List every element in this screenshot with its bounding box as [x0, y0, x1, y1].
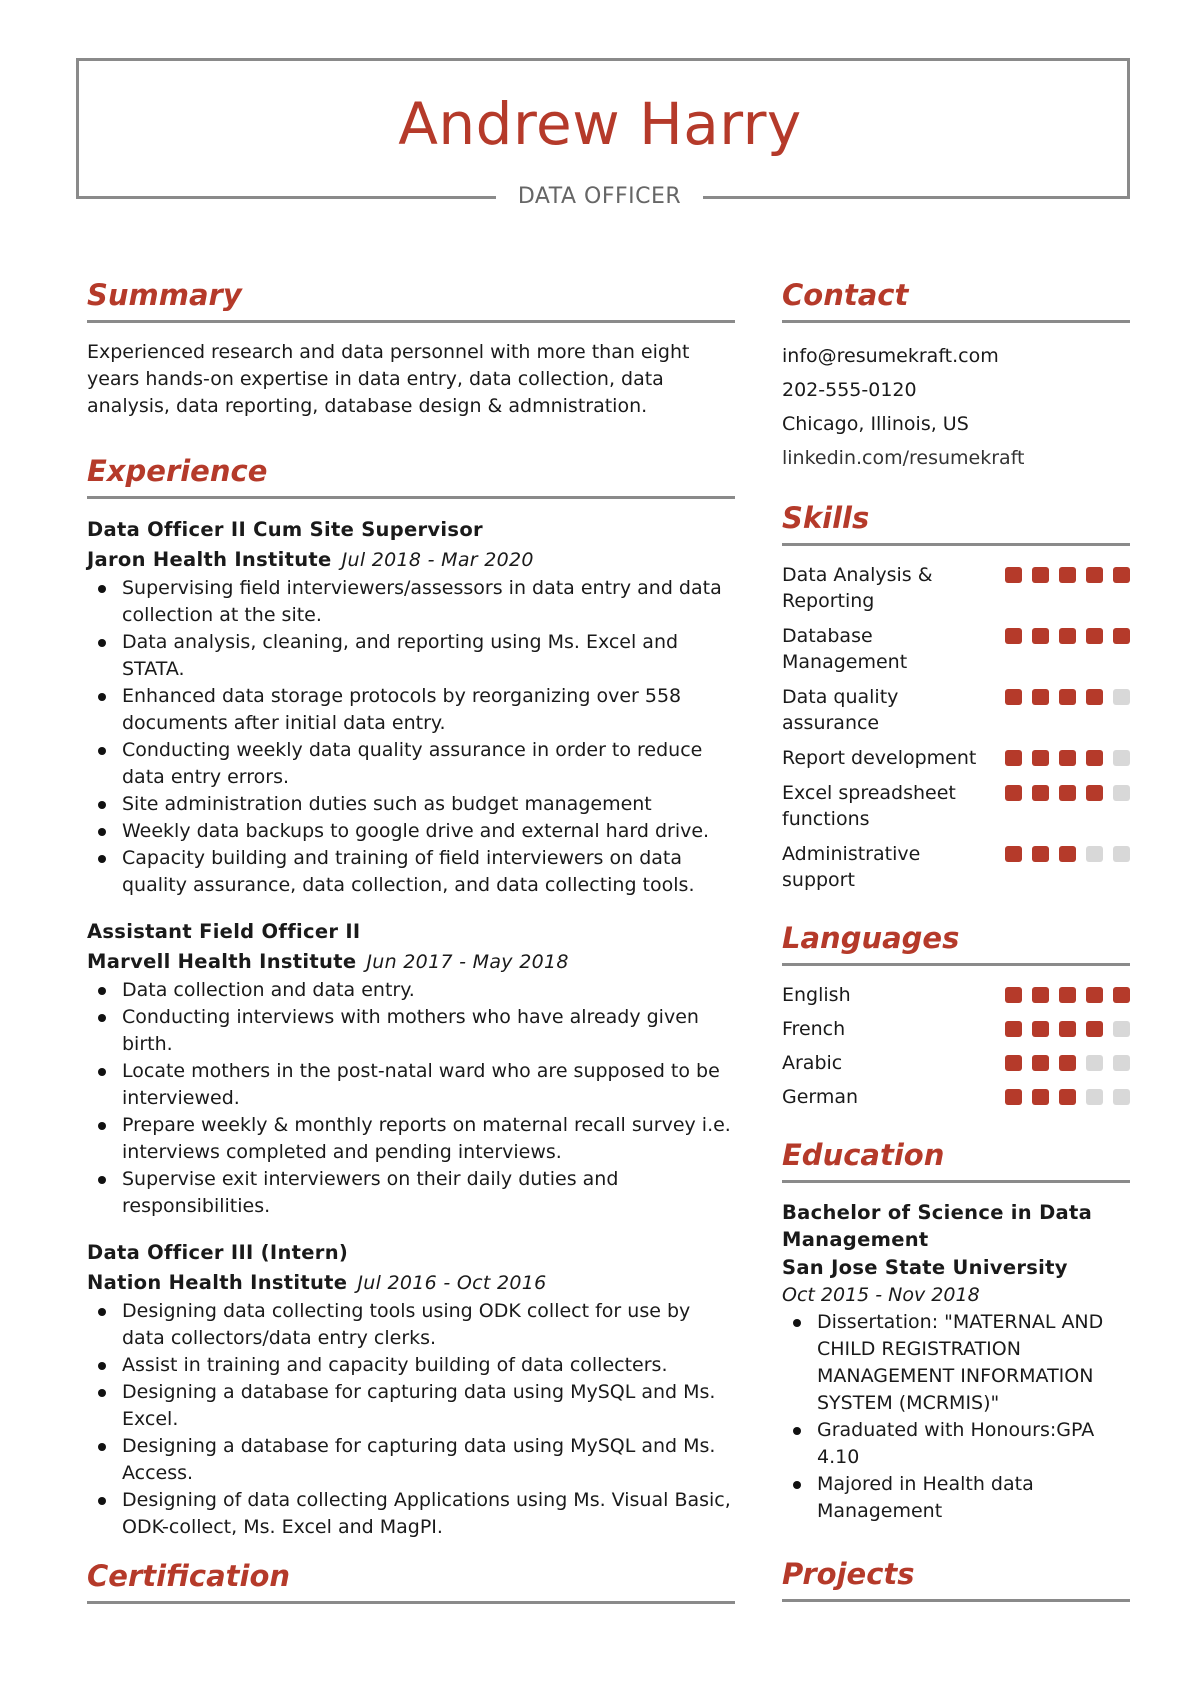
job-bullet: Enhanced data storage protocols by reorganizing over 558 documents after initial data entry. [87, 683, 735, 737]
rating-dot-filled [1059, 1021, 1076, 1037]
rating-dot-filled [1005, 785, 1022, 801]
contact-heading: Contact [782, 278, 1130, 323]
rating-dot-empty [1113, 785, 1130, 801]
education-degree: Bachelor of Science in Data Management [782, 1201, 1093, 1251]
rating-dot-empty [1086, 1055, 1103, 1071]
skills-list [782, 562, 1130, 893]
projects-heading: Projects [782, 1557, 1130, 1602]
job-bullet: Designing data collecting tools using ODK collect for use by data collectors/data entry clerks. [87, 1298, 735, 1352]
rating-dot-filled [1059, 785, 1076, 801]
rating-dot-filled [1032, 1021, 1049, 1037]
job-title: Assistant Field Officer II [87, 920, 361, 943]
education-bullet: Majored in Health data Management [782, 1471, 1130, 1525]
language-item-rating [1005, 1016, 1130, 1037]
summary-text: Experienced research and data personnel with more than eight years hands-on expertise in data entry, data collection, data analysis, data reporting, database design & admnistration. [87, 341, 690, 417]
skill-item-rating [1005, 562, 1130, 583]
rating-dot-empty [1113, 1021, 1130, 1037]
contact-location: Chicago, Illinois, US [782, 413, 969, 435]
job-bullet: Data collection and data entry. [87, 977, 735, 1004]
job-title: Data Officer II Cum Site Supervisor [87, 518, 483, 541]
language-item-label: English [782, 984, 851, 1006]
experience-entry [87, 917, 735, 1220]
language-item [782, 1084, 1130, 1110]
candidate-name: Andrew Harry [398, 90, 802, 158]
language-item-label: German [782, 1086, 859, 1108]
job-bullet: Data analysis, cleaning, and reporting using Ms. Excel and STATA. [87, 629, 735, 683]
rating-dot-empty [1113, 846, 1130, 862]
education-entry [782, 1199, 1130, 1525]
skills-heading: Skills [782, 501, 1130, 546]
rating-dot-filled [1032, 750, 1049, 766]
side-column [782, 278, 1130, 1618]
rating-dot-filled [1059, 628, 1076, 644]
education-heading: Education [782, 1138, 1130, 1183]
certification-heading: Certification [87, 1559, 735, 1604]
experience-entry [87, 515, 735, 899]
rating-dot-filled [1032, 785, 1049, 801]
job-title: Data Officer III (Intern) [87, 1241, 349, 1264]
job-bullet: Designing a database for capturing data using MySQL and Ms. Access. [87, 1433, 735, 1487]
rating-dot-filled [1086, 689, 1103, 705]
rating-dot-filled [1113, 628, 1130, 644]
language-item-label: Arabic [782, 1052, 843, 1074]
education-bullet: Dissertation: "MATERNAL AND CHILD REGISTRATION MANAGEMENT INFORMATION SYSTEM (MCRMIS)" [782, 1309, 1130, 1417]
rating-dot-filled [1005, 987, 1022, 1003]
job-dates: Jul 2016 - Oct 2016 [357, 1272, 547, 1294]
contact-block [782, 339, 1130, 475]
skill-item-label: Report development [782, 747, 977, 769]
job-bullet: Supervise exit interviewers on their daily duties and responsibilities. [87, 1166, 735, 1220]
rating-dot-filled [1113, 987, 1130, 1003]
language-item [782, 1016, 1130, 1042]
contact-email[interactable]: info@resumekraft.com [782, 345, 999, 367]
rating-dot-filled [1059, 750, 1076, 766]
rating-dot-filled [1005, 689, 1022, 705]
rating-dot-filled [1032, 689, 1049, 705]
skill-item-label: Data quality assurance [782, 686, 899, 734]
language-item-rating [1005, 982, 1130, 1003]
rating-dot-filled [1059, 1089, 1076, 1105]
job-bullet: Prepare weekly & monthly reports on maternal recall survey i.e. interviews completed and pending interviews. [87, 1112, 735, 1166]
job-bullet: Conducting weekly data quality assurance in order to reduce data entry errors. [87, 737, 735, 791]
rating-dot-empty [1113, 689, 1130, 705]
rating-dot-filled [1005, 1055, 1022, 1071]
job-bullet: Weekly data backups to google drive and external hard drive. [87, 818, 735, 845]
skill-item [782, 562, 1130, 614]
rating-dot-filled [1059, 846, 1076, 862]
education-bullets [782, 1309, 1130, 1525]
rating-dot-filled [1032, 1089, 1049, 1105]
rating-dot-filled [1059, 567, 1076, 583]
rating-dot-filled [1032, 567, 1049, 583]
job-bullets [87, 977, 735, 1220]
job-company: Nation Health Institute [87, 1271, 348, 1294]
job-bullet: Site administration duties such as budget management [87, 791, 735, 818]
experience-list [87, 515, 735, 1541]
skill-item-label: Data Analysis & Reporting [782, 564, 933, 612]
skill-item [782, 684, 1130, 736]
languages-list [782, 982, 1130, 1110]
job-company: Marvell Health Institute [87, 950, 357, 973]
job-dates: Jun 2017 - May 2018 [366, 951, 569, 973]
rating-dot-filled [1086, 750, 1103, 766]
education-bullet: Graduated with Honours:GPA 4.10 [782, 1417, 1130, 1471]
rating-dot-empty [1113, 750, 1130, 766]
rating-dot-filled [1032, 987, 1049, 1003]
summary-heading: Summary [87, 278, 735, 323]
rating-dot-empty [1113, 1089, 1130, 1105]
rating-dot-filled [1113, 567, 1130, 583]
skill-item-rating [1005, 745, 1130, 766]
rating-dot-filled [1032, 628, 1049, 644]
experience-entry [87, 1238, 735, 1541]
skill-item-rating [1005, 623, 1130, 644]
job-company-line [87, 947, 735, 977]
skill-item-rating [1005, 841, 1130, 862]
languages-heading: Languages [782, 921, 1130, 966]
skill-item [782, 841, 1130, 893]
rating-dot-filled [1032, 846, 1049, 862]
job-company: Jaron Health Institute [87, 548, 332, 571]
rating-dot-empty [1086, 1089, 1103, 1105]
rating-dot-filled [1086, 987, 1103, 1003]
job-bullet: Assist in training and capacity building of data collecters. [87, 1352, 735, 1379]
job-bullets [87, 1298, 735, 1541]
contact-linkedin[interactable]: linkedin.com/resumekraft [782, 447, 1025, 469]
language-item-label: French [782, 1018, 846, 1040]
contact-phone: 202-555-0120 [782, 379, 917, 401]
skill-item [782, 780, 1130, 832]
rating-dot-filled [1005, 567, 1022, 583]
rating-dot-filled [1059, 987, 1076, 1003]
skill-item-label: Excel spreadsheet functions [782, 782, 956, 830]
title-divider-left [76, 196, 496, 199]
language-item [782, 982, 1130, 1008]
language-item-rating [1005, 1050, 1130, 1071]
skill-item-label: Administrative support [782, 843, 921, 891]
rating-dot-filled [1059, 1055, 1076, 1071]
rating-dot-filled [1032, 1055, 1049, 1071]
job-company-line [87, 545, 735, 575]
job-bullet: Supervising field interviewers/assessors in data entry and data collection at the site. [87, 575, 735, 629]
rating-dot-filled [1005, 1089, 1022, 1105]
education-dates: Oct 2015 - Nov 2018 [782, 1284, 980, 1306]
education-school: San Jose State University [782, 1256, 1068, 1279]
job-bullet: Conducting interviews with mothers who have already given birth. [87, 1004, 735, 1058]
rating-dot-empty [1086, 846, 1103, 862]
rating-dot-filled [1005, 750, 1022, 766]
job-dates: Jul 2018 - Mar 2020 [341, 549, 534, 571]
experience-heading: Experience [87, 454, 735, 499]
rating-dot-filled [1005, 1021, 1022, 1037]
rating-dot-filled [1059, 689, 1076, 705]
rating-dot-filled [1086, 628, 1103, 644]
skill-item-rating [1005, 780, 1130, 801]
rating-dot-empty [1113, 1055, 1130, 1071]
rating-dot-filled [1086, 1021, 1103, 1037]
skill-item-label: Database Management [782, 625, 908, 673]
job-bullet: Designing a database for capturing data using MySQL and Ms. Excel. [87, 1379, 735, 1433]
main-column [87, 278, 735, 1620]
job-title-subtitle: DATA OFFICER [517, 184, 682, 209]
language-item-rating [1005, 1084, 1130, 1105]
rating-dot-filled [1086, 567, 1103, 583]
rating-dot-filled [1005, 846, 1022, 862]
job-bullet: Capacity building and training of field interviewers on data quality assurance, data collection, and data collecting tools. [87, 845, 735, 899]
skill-item [782, 745, 1130, 771]
job-bullet: Designing of data collecting Applications using Ms. Visual Basic, ODK-collect, Ms. Excel and MagPI. [87, 1487, 735, 1541]
title-divider-right [703, 196, 1130, 199]
language-item [782, 1050, 1130, 1076]
job-bullets [87, 575, 735, 899]
job-company-line [87, 1268, 735, 1298]
rating-dot-filled [1086, 785, 1103, 801]
rating-dot-filled [1005, 628, 1022, 644]
skill-item [782, 623, 1130, 675]
job-bullet: Locate mothers in the post-natal ward who are supposed to be interviewed. [87, 1058, 735, 1112]
skill-item-rating [1005, 684, 1130, 705]
